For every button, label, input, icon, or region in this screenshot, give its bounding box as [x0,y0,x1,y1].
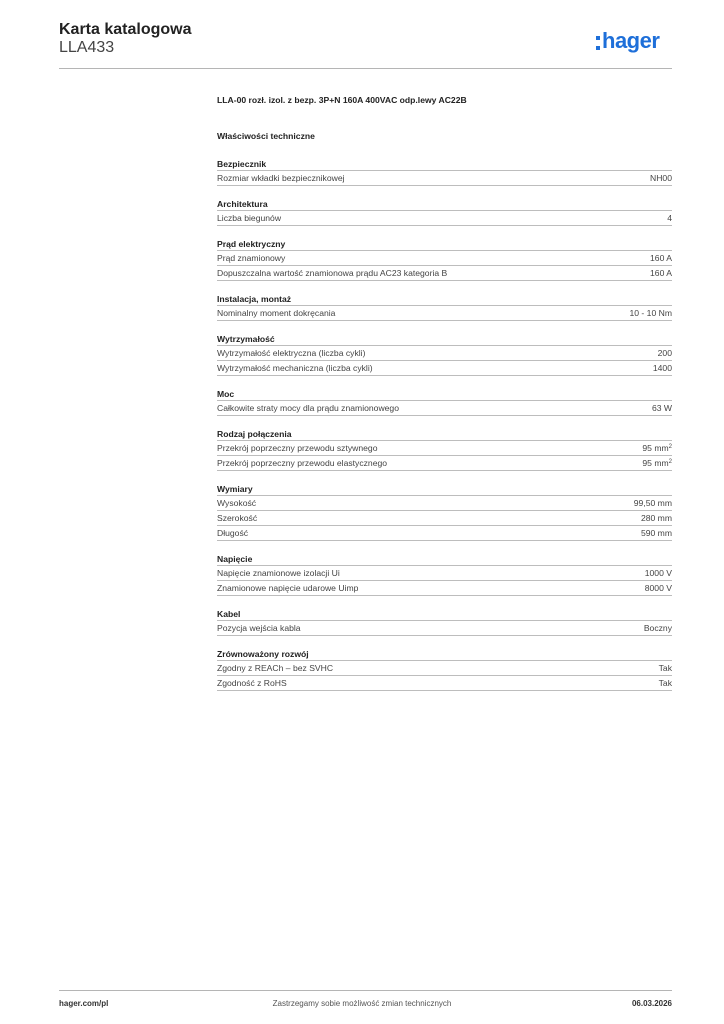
spec-label: Wysokość [217,498,257,508]
spec-value-text: 8000 V [644,583,672,593]
spec-row [217,171,672,186]
spec-value-text: 4 [667,213,672,223]
spec-row [217,266,672,281]
spec-value-text: 1400 [652,363,672,373]
section-title: Wymiary [217,483,672,496]
spec-row [217,401,672,416]
spec-value [650,171,672,185]
spec-row [217,621,672,636]
footer-disclaimer: Zastrzegamy sobie możliwość zmian technicznych [272,999,452,1008]
spec-section [217,158,672,186]
spec-section [217,428,672,471]
spec-value [653,361,672,375]
spec-row [217,676,672,691]
spec-value [629,306,672,320]
spec-value-text: 280 mm [640,513,672,523]
spec-label: Znamionowe napięcie udarowe Uimp [217,583,359,593]
section-title: Kabel [217,608,672,621]
spec-label: Przekrój poprzeczny przewodu elastycznego [217,458,388,468]
spec-label: Całkowite straty mocy dla prądu znamionowego [217,403,399,413]
spec-section [217,648,672,691]
spec-value-text: 99,50 mm [633,498,672,508]
spec-value [642,441,672,455]
spec-row [217,441,672,456]
spec-value [650,266,672,280]
spec-value [659,661,672,675]
footer-date: 06.03.2026 [631,999,672,1008]
section-title: Moc [217,388,672,401]
section-title: Napięcie [217,553,672,566]
spec-value [650,251,672,265]
spec-value [659,676,672,690]
spec-value-text: 160 A [650,253,672,263]
product-title: LLA-00 rozł. izol. z bezp. 3P+N 160A 400VAC odp.lewy AC22B [217,95,467,105]
spec-section [217,333,672,376]
spec-section [217,238,672,281]
header-divider [59,68,672,69]
spec-section [217,198,672,226]
spec-section [217,388,672,416]
logo-dots-icon [596,36,600,50]
spec-row [217,306,672,321]
section-title: Wytrzymałość [217,333,672,346]
spec-row [217,251,672,266]
spec-section [217,553,672,596]
spec-value [645,566,672,580]
spec-value-text: Tak [658,678,672,688]
hager-logo [596,29,659,57]
spec-value [641,511,672,525]
spec-row [217,566,672,581]
section-title: Zrównoważony rozwój [217,648,672,661]
main-content [217,95,672,703]
spec-value-text: 200 [657,348,672,358]
spec-row [217,496,672,511]
unit-superscript: 2 [668,444,672,450]
spec-value-text: 160 A [650,268,672,278]
spec-label: Wytrzymałość elektryczna (liczba cykli) [217,348,366,358]
spec-label: Pozycja wejścia kabla [217,623,301,633]
section-title: Prąd elektryczny [217,238,672,251]
spec-label: Zgodność z RoHS [217,678,287,688]
spec-value [658,346,672,360]
spec-label: Nominalny moment dokręcania [217,308,336,318]
document-title: Karta katalogowa [59,21,192,38]
spec-value [641,526,672,540]
spec-sections [217,158,672,691]
product-code: LLA433 [59,39,115,56]
spec-value [644,621,672,635]
spec-label: Prąd znamionowy [217,253,286,263]
spec-row [217,581,672,596]
section-title: Bezpiecznik [217,158,672,171]
spec-value-text: NH00 [650,173,672,183]
spec-row [217,526,672,541]
spec-label: Liczba biegunów [217,213,282,223]
spec-value-text: 95 mm [642,458,669,468]
spec-value [652,401,672,415]
spec-label: Długość [217,528,249,538]
spec-value [645,581,672,595]
spec-value-text: Boczny [643,623,672,633]
spec-label: Przekrój poprzeczny przewodu sztywnego [217,443,378,453]
spec-label: Dopuszczalna wartość znamionowa prądu AC23 kategoria B [217,268,448,278]
spec-row [217,661,672,676]
spec-value-text: 95 mm [642,443,669,453]
spec-value-text: 1000 V [644,568,672,578]
spec-value [642,456,672,470]
spec-row [217,346,672,361]
logo-text: hager [602,28,660,53]
spec-label: Rozmiar wkładki bezpiecznikowej [217,173,345,183]
properties-heading: Właściwości techniczne [217,131,315,141]
spec-value [667,211,672,225]
spec-value-text: Tak [658,663,672,673]
unit-superscript: 2 [668,459,672,465]
spec-value-text: 590 mm [640,528,672,538]
spec-row [217,511,672,526]
spec-section [217,293,672,321]
footer-divider [59,990,672,991]
spec-row [217,361,672,376]
spec-section [217,483,672,541]
section-title: Instalacja, montaż [217,293,672,306]
spec-label: Wytrzymałość mechaniczna (liczba cykli) [217,363,373,373]
spec-label: Szerokość [217,513,258,523]
spec-value-text: 10 - 10 Nm [629,308,672,318]
footer-website: hager.com/pl [59,999,109,1008]
section-title: Architektura [217,198,672,211]
spec-value-text: 63 W [651,403,672,413]
spec-row [217,211,672,226]
section-title: Rodzaj połączenia [217,428,672,441]
spec-label: Napięcie znamionowe izolacji Ui [217,568,340,578]
spec-value [634,496,672,510]
spec-label: Zgodny z REACh – bez SVHC [217,663,334,673]
spec-row [217,456,672,471]
spec-section [217,608,672,636]
